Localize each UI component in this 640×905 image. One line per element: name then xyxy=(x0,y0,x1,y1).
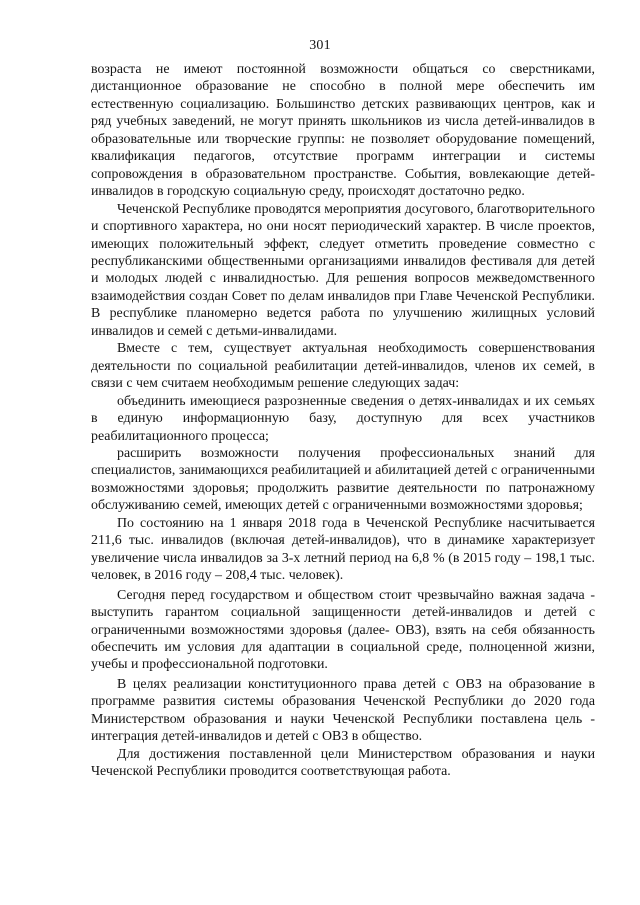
paragraph-chechen-events: Чеченской Республике проводятся мероприятия досугового, благотворительного и спортивного характера, но они носят периодический характер. В числе проектов, имеющих положительный эффект, следует отметить проведение совместно с республиканскими общественными организациями инвалидов фестиваля для детей и молодых людей с инвалидностью. Для решения вопросов межведомственного взаимодействия создан Совет по делам инвалидов при Главе Чеченской Республики. В республике планомерно ведется работа по улучшению жилищных условий инвалидов и семей с детьми-инвалидами. xyxy=(91,201,595,339)
paragraph-task-unify-info: объединить имеющиеся разрозненные сведения о детях-инвалидах и их семьях в единую информационную базу, доступную для всех участников реабилитационного процесса; xyxy=(91,393,595,444)
paragraph-ministry-work: Для достижения поставленной цели Министерством образования и науки Чеченской Республики проводится соответствующая работа. xyxy=(91,746,595,780)
paragraph-continuation-social: возраста не имеют постоянной возможности общаться со сверстниками, дистанционное образование не способно в полной мере обеспечить им естественную социализацию. Большинство детских развивающих центров, как и ряд учебных заведений, не могут принять школьников из числа детей-инвалидов в образовательные или творческие группы: не позволяет оборудование помещений, квалификация педагогов, отсутствие программ интеграции и системы сопровождения в образовательном пространстве. События, вовлекающие детей-инвалидов в городскую социальную среду, происходят достаточно редко. xyxy=(91,62,595,200)
paragraph-education-goal: В целях реализации конституционного права детей с ОВЗ на образование в программе развития системы образования Чеченской Республики до 2020 года Министерством образования и науки Чеченской Республики поставлена цель - интеграция детей-инвалидов и детей с ОВЗ в общество. xyxy=(91,676,595,745)
paragraph-task-expand-knowledge: расширить возможности получения профессиональных знаний для специалистов, занимающихся реабилитацией и абилитацией детей с ограниченными возможностями здоровья; продолжить развитие деятельности по патронажному обслуживанию семей, имеющих детей с ограниченными возможностями здоровья; xyxy=(91,445,595,514)
page-number: 301 xyxy=(309,38,331,53)
paragraph-statistics: По состоянию на 1 января 2018 года в Чеченской Республике насчитывается 211,6 тыс. инвалидов (включая детей-инвалидов), что в динамике характеризует увеличение числа инвалидов за 3-х летний период на 6,8 % (в 2015 году – 198,1 тыс. человек, в 2016 году – 208,4 тыс. человек). xyxy=(91,515,595,584)
body-text xyxy=(91,61,595,781)
paragraph-improvement-need: Вместе с тем, существует актуальная необходимость совершенствования деятельности по социальной реабилитации детей-инвалидов, членов их семей, в связи с чем считаем необходимым решение следующих задач: xyxy=(91,341,595,392)
paragraph-state-task: Сегодня перед государством и обществом стоит чрезвычайно важная задача - выступить гарантом социальной защищенности детей-инвалидов и детей с ограниченными возможностями здоровья (далее- ОВЗ), взять на себя обязанность обеспечить им условия для адаптации в социальной среде, полноценной жизни, учебы и профессиональной подготовки. xyxy=(91,587,595,673)
